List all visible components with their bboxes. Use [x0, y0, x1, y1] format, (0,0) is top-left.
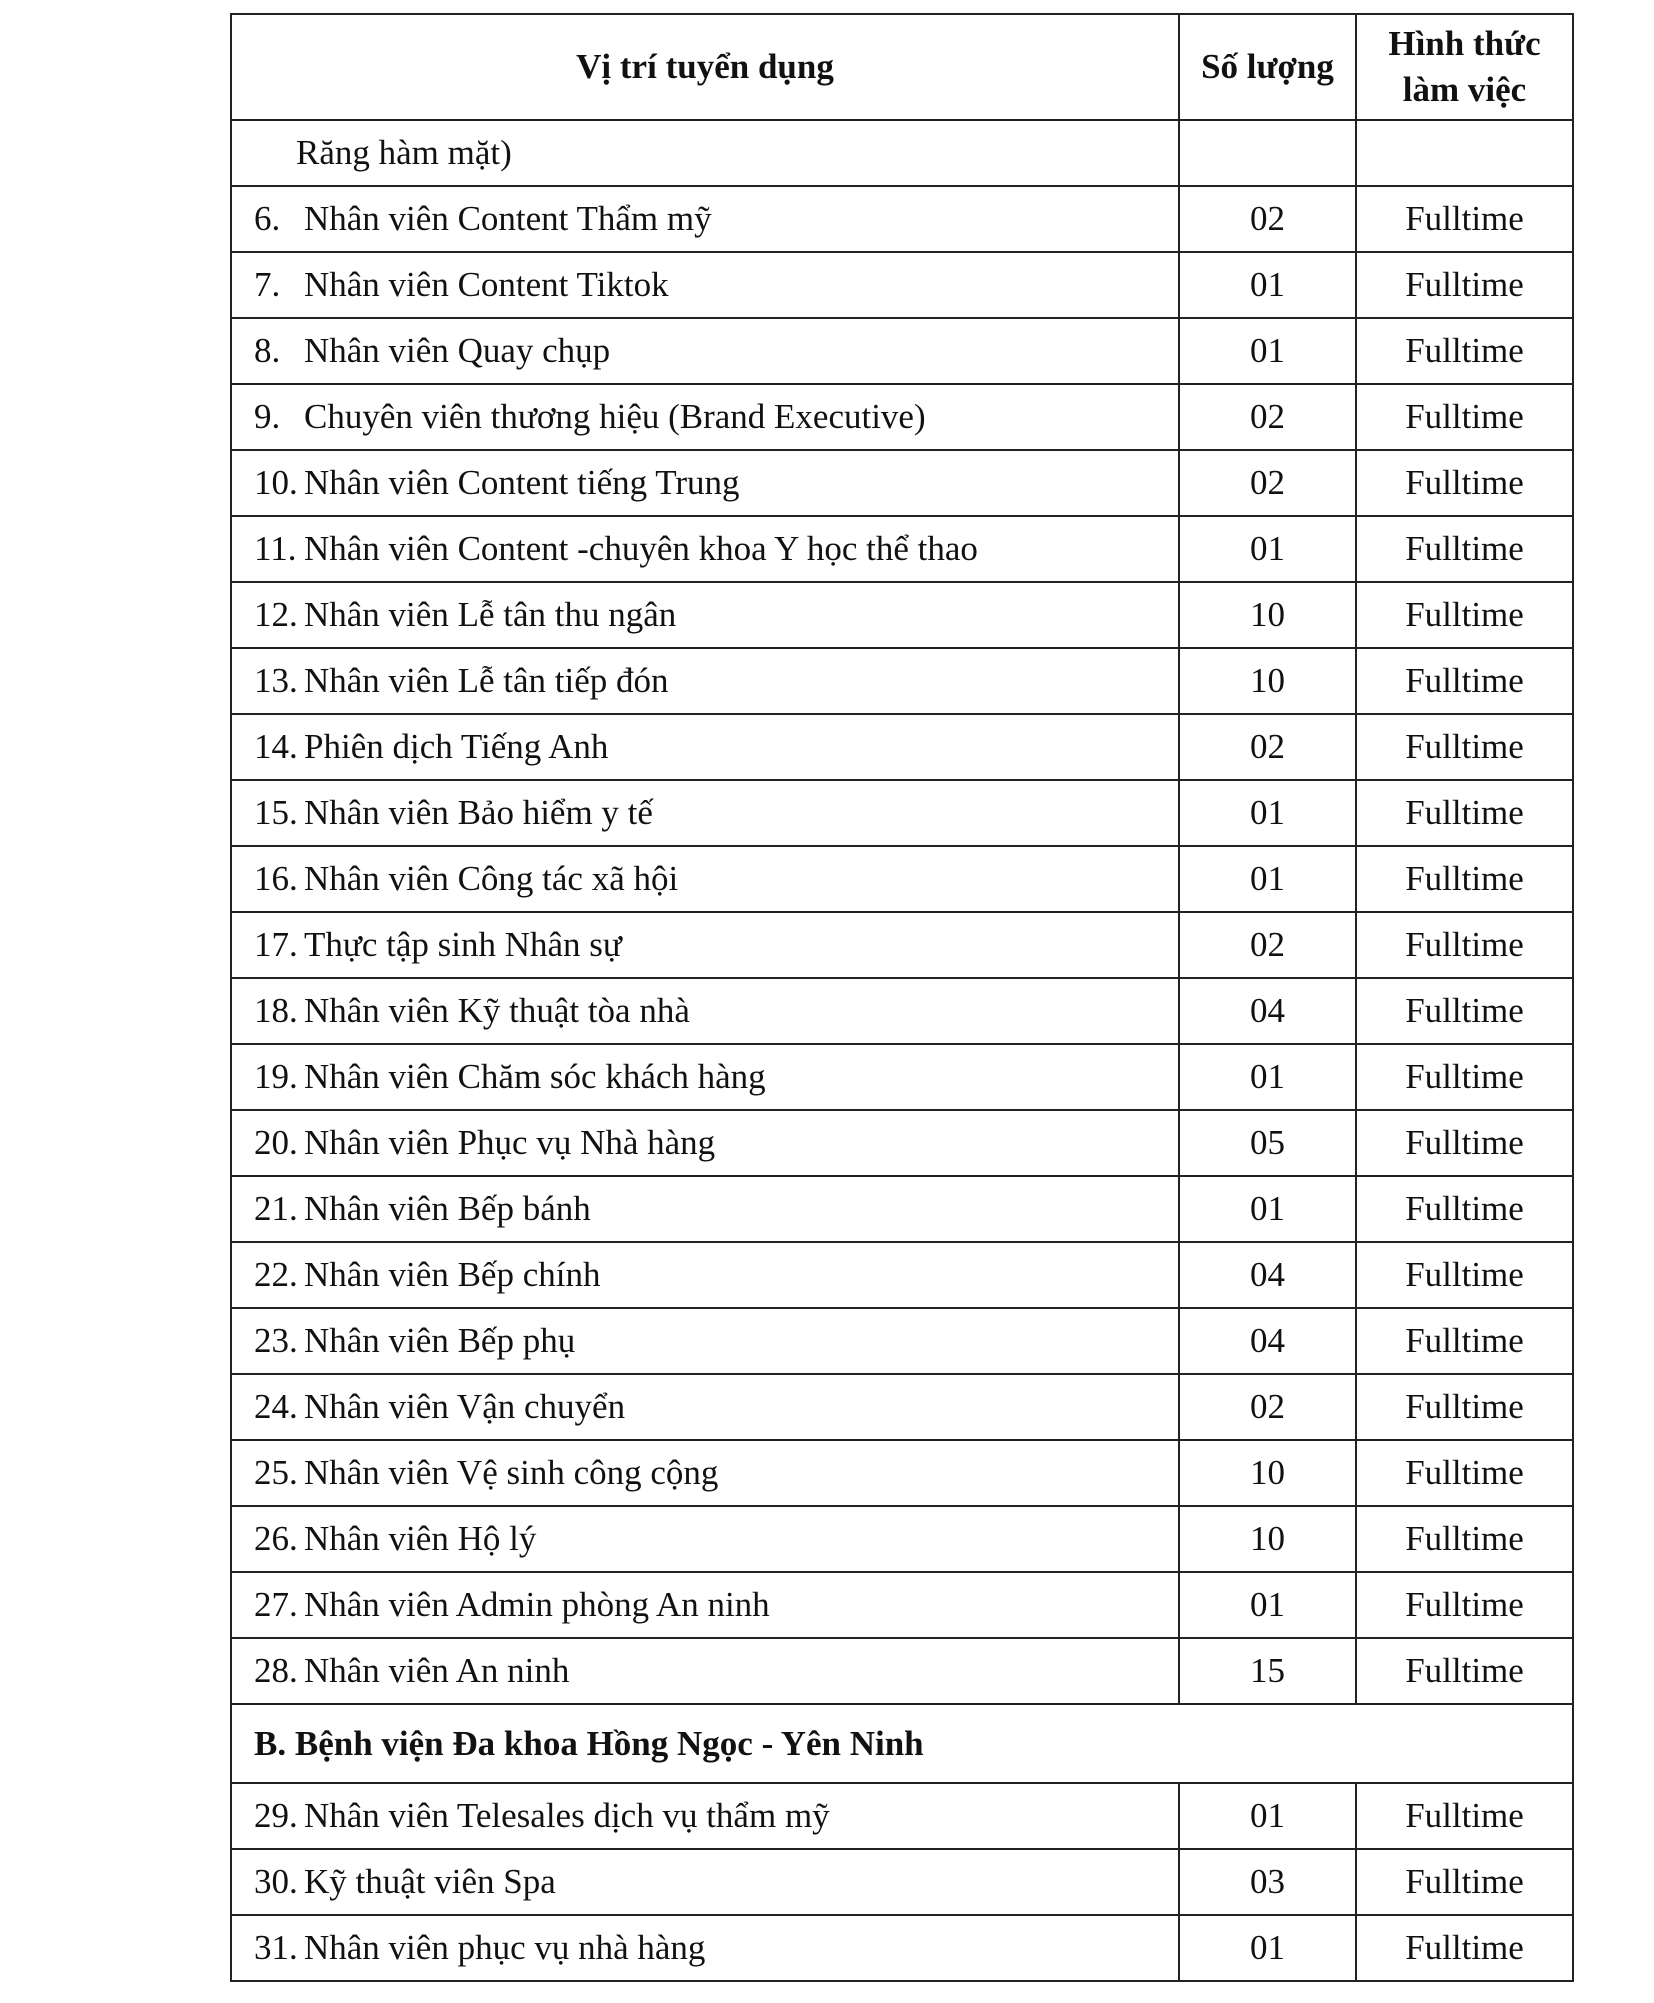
position-title: Nhân viên Kỹ thuật tòa nhà — [304, 991, 690, 1030]
row-number: 28. — [254, 1651, 298, 1690]
row-number: 19. — [254, 1057, 298, 1096]
row-number: 7. — [254, 265, 281, 304]
position-title: Nhân viên Chăm sóc khách hàng — [304, 1057, 766, 1096]
row-number: 13. — [254, 661, 298, 700]
position-cell — [231, 1374, 1179, 1440]
position-cell — [231, 384, 1179, 450]
row-number: 22. — [254, 1255, 298, 1294]
table-row — [231, 1506, 1573, 1572]
quantity-cell: 01 — [1179, 1044, 1356, 1110]
position-title: Nhân viên Telesales dịch vụ thẩm mỹ — [304, 1796, 830, 1835]
work-type-cell: Fulltime — [1356, 1242, 1573, 1308]
work-type-cell: Fulltime — [1356, 1374, 1573, 1440]
table-row — [231, 1044, 1573, 1110]
table-row — [231, 714, 1573, 780]
position-cell — [231, 780, 1179, 846]
row-number: 26. — [254, 1519, 298, 1558]
quantity-cell: 10 — [1179, 1440, 1356, 1506]
work-type-cell: Fulltime — [1356, 186, 1573, 252]
quantity-cell: 05 — [1179, 1110, 1356, 1176]
quantity-cell: 15 — [1179, 1638, 1356, 1704]
table-row — [231, 1915, 1573, 1981]
header-row — [231, 14, 1573, 120]
position-cell — [231, 1572, 1179, 1638]
quantity-cell: 01 — [1179, 318, 1356, 384]
section-row-b — [231, 1704, 1573, 1783]
recruitment-table — [230, 13, 1574, 1982]
table-row — [231, 1849, 1573, 1915]
row-number: 30. — [254, 1862, 298, 1901]
row-number: 9. — [254, 397, 281, 436]
work-type-cell: Fulltime — [1356, 1849, 1573, 1915]
work-type-cell: Fulltime — [1356, 846, 1573, 912]
quantity-cell: 03 — [1179, 1849, 1356, 1915]
position-title: Nhân viên Bảo hiểm y tế — [304, 793, 653, 832]
work-type-cell: Fulltime — [1356, 978, 1573, 1044]
position-title: Nhân viên phục vụ nhà hàng — [304, 1928, 706, 1967]
position-cell — [231, 1506, 1179, 1572]
table-row — [231, 1176, 1573, 1242]
position-cell — [231, 516, 1179, 582]
table-row — [231, 582, 1573, 648]
quantity-cell: 02 — [1179, 1374, 1356, 1440]
quantity-cell: 01 — [1179, 1176, 1356, 1242]
position-cell — [231, 1176, 1179, 1242]
position-title: Nhân viên Phục vụ Nhà hàng — [304, 1123, 716, 1162]
position-cell — [231, 1242, 1179, 1308]
continuation-qty-empty — [1179, 120, 1356, 186]
quantity-cell: 10 — [1179, 1506, 1356, 1572]
table-row — [231, 516, 1573, 582]
work-type-cell: Fulltime — [1356, 384, 1573, 450]
row-number: 15. — [254, 793, 298, 832]
position-title: Nhân viên Quay chụp — [304, 331, 611, 370]
row-number: 20. — [254, 1123, 298, 1162]
continuation-text: Răng hàm mặt) — [231, 120, 1179, 186]
quantity-cell: 02 — [1179, 186, 1356, 252]
work-type-cell: Fulltime — [1356, 1915, 1573, 1981]
position-cell — [231, 450, 1179, 516]
work-type-cell: Fulltime — [1356, 582, 1573, 648]
table-row — [231, 1638, 1573, 1704]
row-number: 6. — [254, 199, 281, 238]
work-type-cell: Fulltime — [1356, 252, 1573, 318]
position-cell — [231, 1849, 1179, 1915]
work-type-cell: Fulltime — [1356, 1572, 1573, 1638]
table-row — [231, 1572, 1573, 1638]
table-row — [231, 912, 1573, 978]
row-number: 16. — [254, 859, 298, 898]
work-type-cell: Fulltime — [1356, 318, 1573, 384]
work-type-cell: Fulltime — [1356, 912, 1573, 978]
work-type-cell: Fulltime — [1356, 1044, 1573, 1110]
table-row — [231, 780, 1573, 846]
work-type-cell: Fulltime — [1356, 1176, 1573, 1242]
quantity-cell: 01 — [1179, 780, 1356, 846]
position-title: Nhân viên Hộ lý — [304, 1519, 537, 1558]
position-cell — [231, 1044, 1179, 1110]
row-number: 14. — [254, 727, 298, 766]
header-position: Vị trí tuyển dụng — [231, 14, 1179, 120]
work-type-cell: Fulltime — [1356, 780, 1573, 846]
position-cell — [231, 648, 1179, 714]
row-number: 17. — [254, 925, 298, 964]
position-title: Nhân viên Vận chuyển — [304, 1387, 626, 1426]
quantity-cell: 01 — [1179, 252, 1356, 318]
position-title: Nhân viên Lễ tân tiếp đón — [304, 661, 669, 700]
position-title: Nhân viên Vệ sinh công cộng — [304, 1453, 719, 1492]
table-row — [231, 186, 1573, 252]
position-cell — [231, 846, 1179, 912]
table-row — [231, 318, 1573, 384]
quantity-cell: 01 — [1179, 516, 1356, 582]
position-title: Chuyên viên thương hiệu (Brand Executive) — [304, 397, 926, 436]
position-title: Nhân viên Bếp chính — [304, 1255, 601, 1294]
position-cell — [231, 582, 1179, 648]
table-row — [231, 1783, 1573, 1849]
quantity-cell: 04 — [1179, 978, 1356, 1044]
quantity-cell: 10 — [1179, 648, 1356, 714]
position-cell — [231, 318, 1179, 384]
quantity-cell: 10 — [1179, 582, 1356, 648]
quantity-cell: 04 — [1179, 1308, 1356, 1374]
continuation-type-empty — [1356, 120, 1573, 186]
position-cell — [231, 1440, 1179, 1506]
row-number: 23. — [254, 1321, 298, 1360]
quantity-cell: 04 — [1179, 1242, 1356, 1308]
position-cell — [231, 912, 1179, 978]
work-type-cell: Fulltime — [1356, 450, 1573, 516]
work-type-cell: Fulltime — [1356, 1638, 1573, 1704]
row-number: 27. — [254, 1585, 298, 1624]
quantity-cell: 02 — [1179, 912, 1356, 978]
work-type-cell: Fulltime — [1356, 1308, 1573, 1374]
table-row — [231, 1242, 1573, 1308]
position-title: Phiên dịch Tiếng Anh — [304, 727, 609, 766]
row-number: 11. — [254, 529, 297, 568]
header-quantity: Số lượng — [1179, 14, 1356, 120]
table-row — [231, 1374, 1573, 1440]
quantity-cell: 01 — [1179, 1915, 1356, 1981]
position-cell — [231, 1638, 1179, 1704]
position-cell — [231, 186, 1179, 252]
row-number: 31. — [254, 1928, 298, 1967]
work-type-cell: Fulltime — [1356, 1783, 1573, 1849]
position-cell — [231, 1783, 1179, 1849]
position-title: Nhân viên Content Thẩm mỹ — [304, 199, 712, 238]
position-cell — [231, 1915, 1179, 1981]
row-number: 25. — [254, 1453, 298, 1492]
row-number: 21. — [254, 1189, 298, 1228]
continuation-row — [231, 120, 1573, 186]
position-title: Nhân viên Bếp phụ — [304, 1321, 576, 1360]
work-type-cell: Fulltime — [1356, 714, 1573, 780]
position-cell — [231, 1308, 1179, 1374]
table-row — [231, 252, 1573, 318]
header-work-type — [1356, 14, 1573, 120]
row-number: 18. — [254, 991, 298, 1030]
position-title: Kỹ thuật viên Spa — [304, 1862, 556, 1901]
quantity-cell: 02 — [1179, 714, 1356, 780]
position-title: Nhân viên Lễ tân thu ngân — [304, 595, 677, 634]
position-title: Nhân viên Content tiếng Trung — [304, 463, 740, 502]
position-cell — [231, 252, 1179, 318]
table-row — [231, 1110, 1573, 1176]
position-title: Nhân viên Content -chuyên khoa Y học thể thao — [304, 529, 978, 568]
work-type-cell: Fulltime — [1356, 1110, 1573, 1176]
table-row — [231, 648, 1573, 714]
quantity-cell: 01 — [1179, 846, 1356, 912]
work-type-cell: Fulltime — [1356, 516, 1573, 582]
quantity-cell: 02 — [1179, 384, 1356, 450]
row-number: 8. — [254, 331, 281, 370]
header-work-type-line1: Hình thức — [1388, 24, 1541, 63]
table-row — [231, 450, 1573, 516]
position-title: Nhân viên An ninh — [304, 1651, 570, 1690]
table-row — [231, 846, 1573, 912]
quantity-cell: 01 — [1179, 1783, 1356, 1849]
position-title: Nhân viên Admin phòng An ninh — [304, 1585, 770, 1624]
position-title: Nhân viên Công tác xã hội — [304, 859, 679, 898]
position-title: Nhân viên Bếp bánh — [304, 1189, 591, 1228]
table-row — [231, 1440, 1573, 1506]
row-number: 12. — [254, 595, 298, 634]
row-number: 10. — [254, 463, 298, 502]
table-row — [231, 384, 1573, 450]
quantity-cell: 01 — [1179, 1572, 1356, 1638]
work-type-cell: Fulltime — [1356, 1506, 1573, 1572]
position-cell — [231, 1110, 1179, 1176]
section-b-title: B. Bệnh viện Đa khoa Hồng Ngọc - Yên Ninh — [231, 1704, 1573, 1783]
header-work-type-line2: làm việc — [1402, 70, 1527, 109]
work-type-cell: Fulltime — [1356, 648, 1573, 714]
position-cell — [231, 978, 1179, 1044]
table-row — [231, 1308, 1573, 1374]
row-number: 24. — [254, 1387, 298, 1426]
quantity-cell: 02 — [1179, 450, 1356, 516]
table-row — [231, 978, 1573, 1044]
work-type-cell: Fulltime — [1356, 1440, 1573, 1506]
row-number: 29. — [254, 1796, 298, 1835]
position-title: Thực tập sinh Nhân sự — [304, 925, 622, 964]
position-title: Nhân viên Content Tiktok — [304, 265, 669, 304]
position-cell — [231, 714, 1179, 780]
